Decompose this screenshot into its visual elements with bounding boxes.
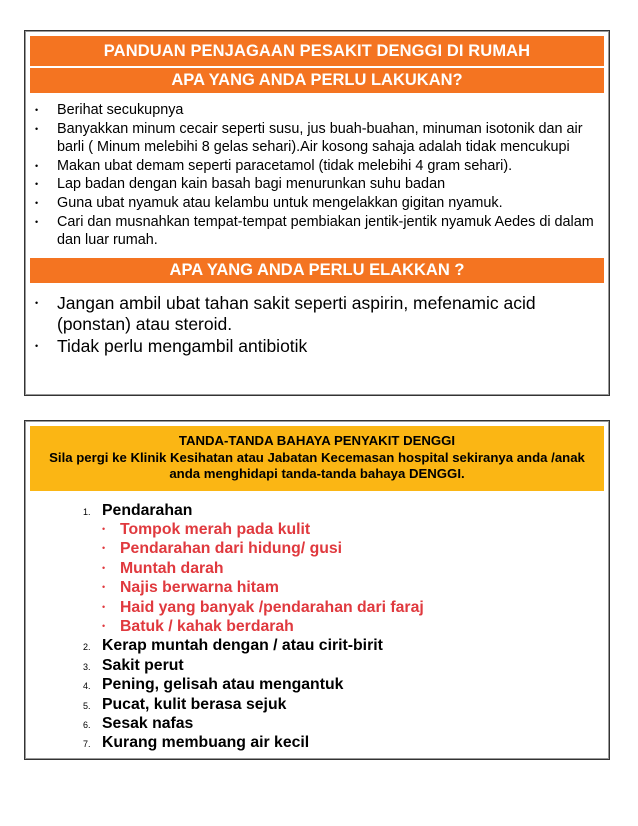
sign-item [83, 695, 609, 714]
bullet-icon: • [102, 582, 106, 593]
danger-signs-list [25, 501, 609, 753]
sign-label: Kurang membuang air kecil [102, 734, 310, 752]
bullet-icon: • [35, 297, 39, 308]
bullet-icon: • [35, 160, 39, 171]
bleeding-sublist [102, 520, 609, 636]
sign-label: Kerap muntah dengan / atau cirit-birit [102, 637, 383, 655]
bleeding-item: • Najis berwarna hitam [102, 579, 279, 597]
bullet-icon: • [35, 197, 39, 208]
avoid-item: • Tidak perlu mengambil antibiotik [35, 335, 308, 356]
bleeding-item: • Muntah darah [102, 559, 224, 577]
do-item: • Berihat secukupnya [35, 102, 184, 118]
bullet-icon: • [102, 601, 106, 612]
bullet-icon: • [35, 123, 39, 134]
avoid-heading: APA YANG ANDA PERLU ELAKKAN ? [30, 258, 604, 283]
sign-item [83, 656, 609, 675]
bullet-icon: • [35, 340, 39, 351]
bullet-icon: • [102, 562, 106, 573]
do-item: • Banyakkan minum cecair seperti susu, jus buah-buahan, minuman isotonik dan air barli ( Minum melebihi 8 gelas sehari).Air kosong sahaja adalah tidak mencukupi [35, 120, 583, 156]
sign-label: Pening, gelisah atau mengantuk [102, 676, 344, 694]
sign-item [83, 714, 609, 733]
bullet-icon: • [102, 543, 106, 554]
do-item: • Makan ubat demam seperti paracetamol (tidak melebihi 4 gram sehari). [35, 157, 513, 174]
bleeding-item: • Tompok merah pada kulit [102, 520, 311, 538]
bleeding-item: • Pendarahan dari hidung/ gusi [102, 540, 343, 558]
sign-number: 6. [83, 719, 91, 730]
sign-item [83, 501, 609, 637]
sign-number: 4. [83, 681, 91, 692]
bullet-icon: • [102, 620, 106, 631]
sign-number: 7. [83, 739, 91, 750]
danger-signs-header [30, 426, 604, 491]
avoid-item: • Jangan ambil ubat tahan sakit seperti aspirin, mefenamic acid (ponstan) atau steroid. [35, 292, 536, 335]
bullet-icon: • [102, 523, 106, 534]
danger-signs-instruction: Sila pergi ke Klinik Kesihatan atau Jabatan Kecemasan hospital sekiranya anda /anak anda menghidapi tanda-tanda bahaya DENGGI. [49, 449, 585, 481]
danger-signs-title: TANDA-TANDA BAHAYA PENYAKIT DENGGI [178, 433, 456, 448]
do-list [25, 101, 609, 250]
danger-signs-panel [24, 420, 610, 760]
bleeding-item: • Haid yang banyak /pendarahan dari faraj [102, 598, 424, 616]
guide-title: PANDUAN PENJAGAAN PESAKIT DENGGI DI RUMAH [30, 36, 604, 66]
sign-item [83, 636, 609, 655]
do-item: • Lap badan dengan kain basah bagi menurunkan suhu badan [35, 176, 446, 193]
sign-item [83, 733, 609, 752]
avoid-list [25, 293, 609, 358]
do-heading: APA YANG ANDA PERLU LAKUKAN? [30, 68, 604, 93]
sign-number: 2. [83, 642, 91, 653]
bleeding-item: • Batuk / kahak berdarah [102, 617, 294, 635]
sign-number: 5. [83, 700, 91, 711]
bullet-icon: • [35, 105, 39, 115]
bullet-icon: • [35, 216, 39, 227]
sign-label: Sesak nafas [102, 714, 194, 732]
bullet-icon: • [35, 179, 39, 190]
sign-number: 3. [83, 661, 91, 672]
home-care-guide-panel [24, 30, 610, 396]
sign-label: Pendarahan [102, 501, 193, 519]
sign-label: Pucat, kulit berasa sejuk [102, 695, 287, 713]
sign-item [83, 675, 609, 694]
sign-label: Sakit perut [102, 656, 184, 674]
do-item: • Cari dan musnahkan tempat-tempat pembiakan jentik-jentik nyamuk Aedes di dalam dan luar rumah. [35, 213, 594, 249]
sign-number: 1. [83, 506, 91, 517]
do-item: • Guna ubat nyamuk atau kelambu untuk mengelakkan gigitan nyamuk. [35, 194, 503, 211]
